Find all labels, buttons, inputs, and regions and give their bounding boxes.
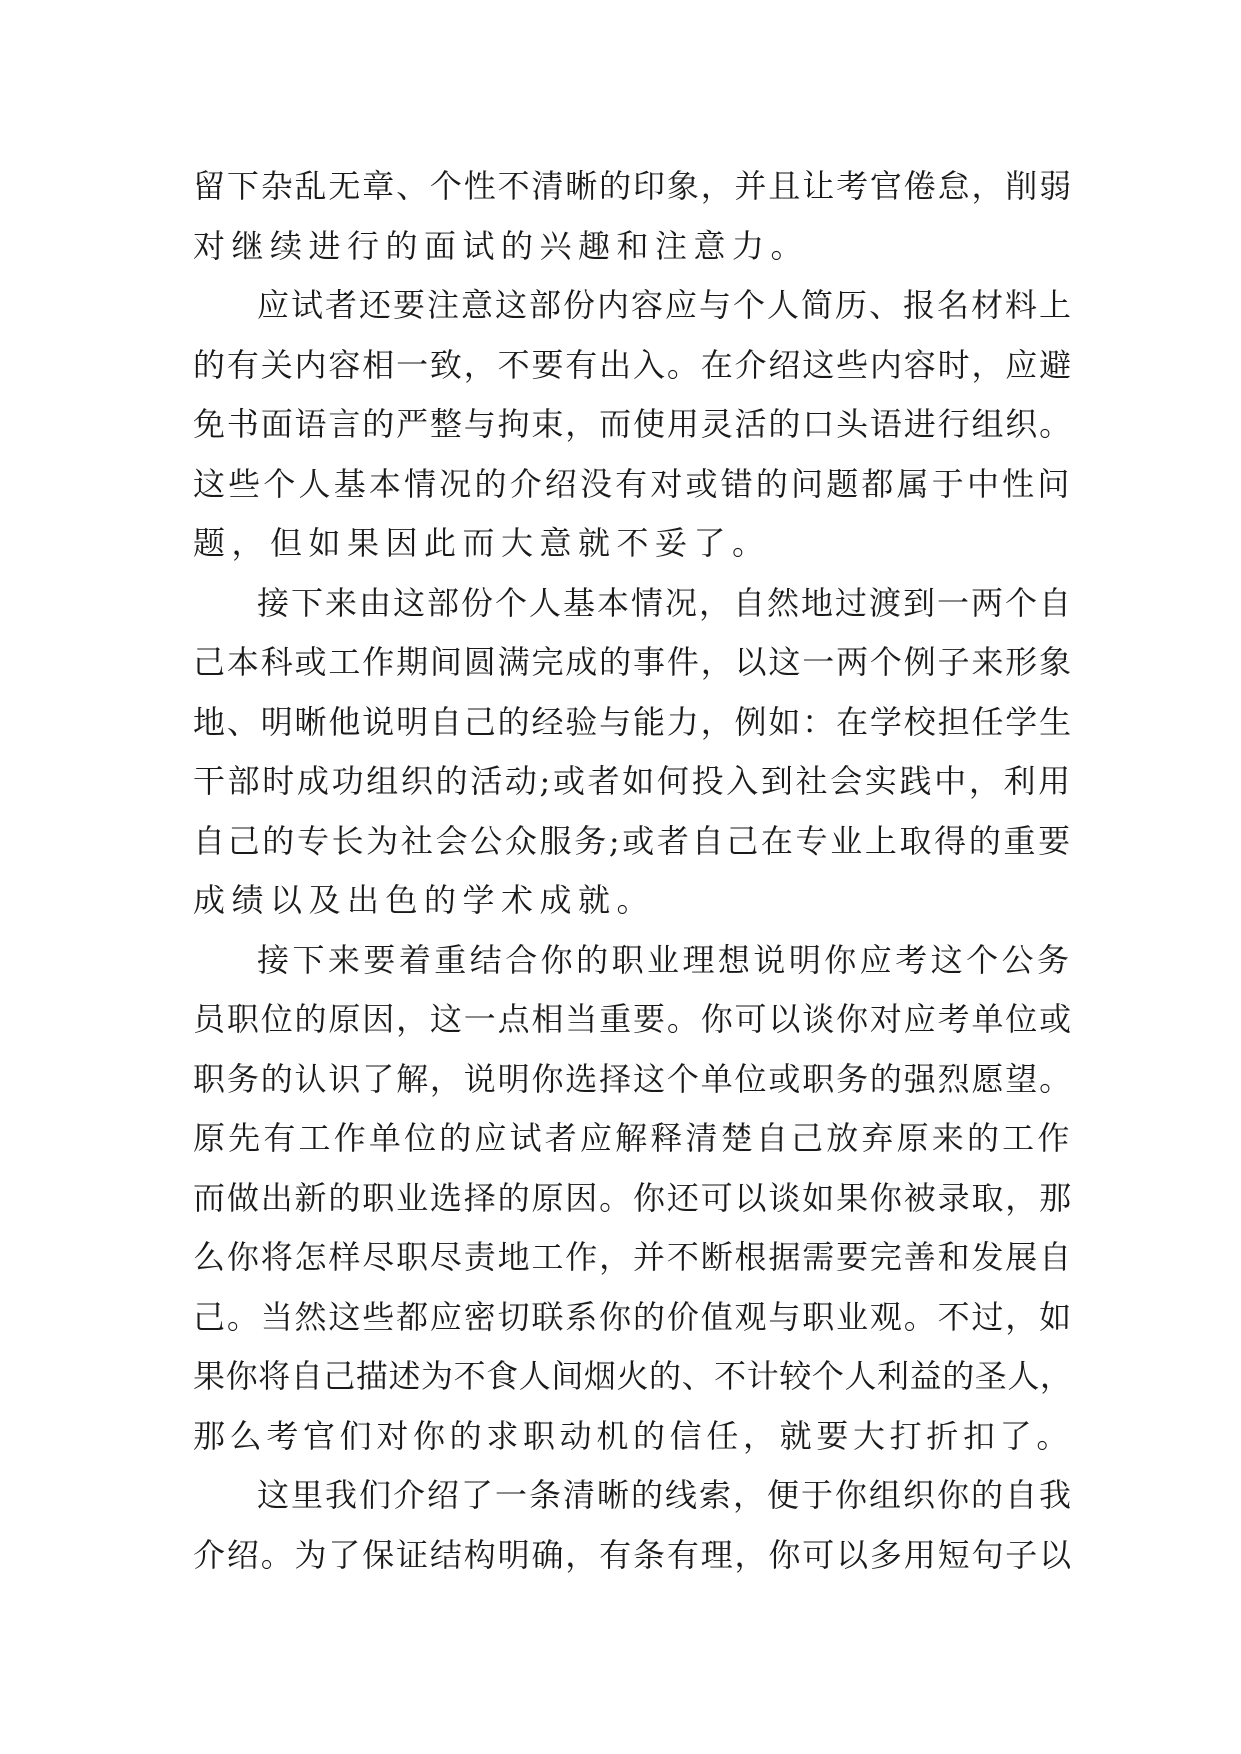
text-line: 对继续进行的面试的兴趣和注意力。 [193, 226, 810, 265]
text-line: 己本科或工作期间圆满完成的事件，以这一两个例子来形象 [193, 643, 1074, 681]
text-line: 员职位的原因，这一点相当重要。你可以谈你对应考单位或 [193, 1000, 1074, 1038]
text-line: 免书面语言的严整与拘束，而使用灵活的口头语进行组织。 [193, 405, 1074, 443]
text-line: 那么考官们对你的求职动机的信任，就要大打折扣了。 [193, 1416, 1074, 1455]
text-line: 接下来由这部份个人基本情况，自然地过渡到一两个自 [257, 583, 1074, 622]
text-line: 原先有工作单位的应试者应解释清楚自己放弃原来的工作 [193, 1119, 1073, 1157]
text-line: 而做出新的职业选择的原因。你还可以谈如果你被录取，那 [193, 1178, 1074, 1217]
body-text [193, 157, 1073, 1585]
text-line: 干部时成功组织的活动;或者如何投入到社会实践中，利用 [193, 762, 1073, 800]
text-line: 这里我们介绍了一条清晰的线索，便于你组织你的自我 [257, 1476, 1074, 1514]
text-line: 这些个人基本情况的介绍没有对或错的问题都属于中性问 [193, 464, 1073, 503]
text-line: 介绍。为了保证结构明确，有条有理，你可以多用短句子以 [193, 1535, 1074, 1574]
text-line: 应试者还要注意这部份内容应与个人简历、报名材料上 [257, 286, 1074, 324]
text-line: 自己的专长为社会公众服务;或者自己在专业上取得的重要 [193, 821, 1073, 860]
text-line: 么你将怎样尽职尽责地工作，并不断根据需要完善和发展自 [193, 1238, 1074, 1276]
text-line: 题，但如果因此而大意就不妥了。 [193, 524, 771, 562]
text-line: 成绩以及出色的学术成就。 [193, 881, 656, 919]
text-line: 己。当然这些都应密切联系你的价值观与职业观。不过，如 [193, 1297, 1074, 1336]
text-line: 果你将自己描述为不食人间烟火的、不计较个人利益的圣人， [193, 1357, 1073, 1395]
text-line: 的有关内容相一致，不要有出入。在介绍这些内容时，应避 [193, 345, 1074, 384]
text-line: 地、明晰他说明自己的经验与能力，例如：在学校担任学生 [193, 702, 1074, 741]
text-line: 接下来要着重结合你的职业理想说明你应考这个公务 [257, 940, 1073, 979]
text-line: 留下杂乱无章、个性不清晰的印象，并且让考官倦怠，削弱 [193, 167, 1074, 205]
text-line: 职务的认识了解，说明你选择这个单位或职务的强烈愿望。 [193, 1059, 1074, 1098]
